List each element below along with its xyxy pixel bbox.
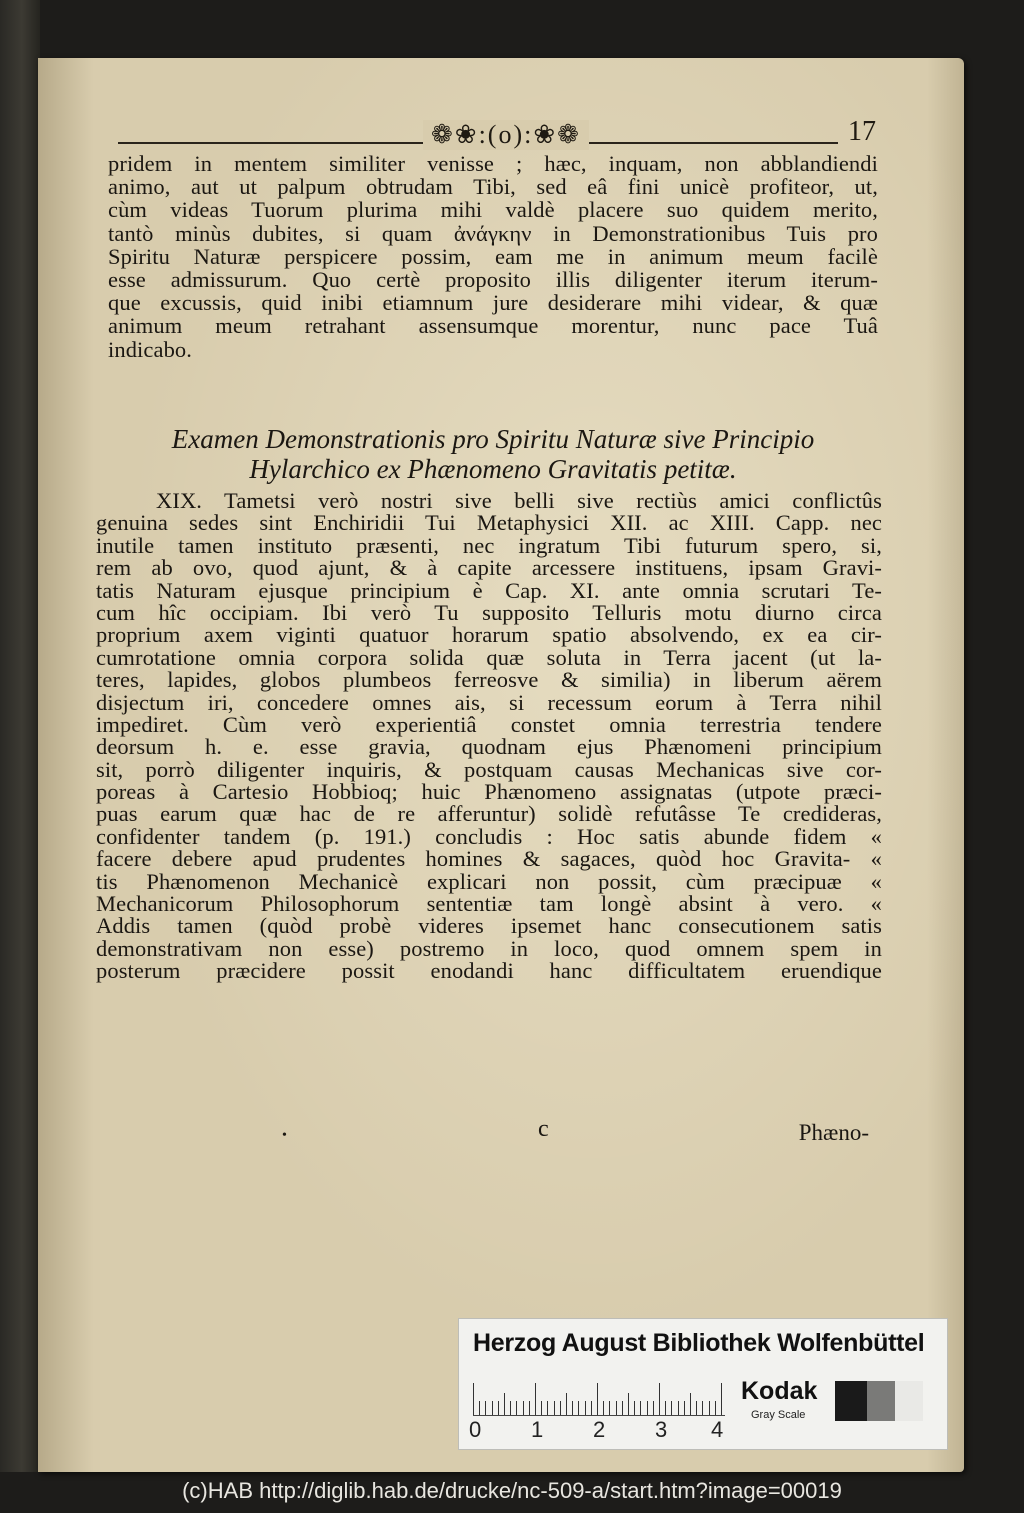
swatch-black	[835, 1381, 867, 1421]
ruler-tick	[504, 1393, 505, 1415]
ruler-tick	[597, 1383, 598, 1415]
color-scale-card	[458, 1318, 948, 1450]
ruler-tick	[572, 1401, 573, 1415]
swatch-white	[895, 1381, 923, 1421]
ruler-tick	[622, 1401, 623, 1415]
ruler-label: 2	[593, 1417, 606, 1442]
ruler-tick	[647, 1401, 648, 1415]
body-line: tis Phænomenon Mechanicè explicari non possit, cùm præcipuæ «	[96, 868, 882, 894]
heading-line: Examen Demonstrationis pro Spiritu Naturæ sive Principio	[171, 424, 815, 454]
image-credit: (c)HAB http://diglib.hab.de/drucke/nc-509-a/start.htm?image=00019	[182, 1478, 842, 1503]
body-line: cumrotatione omnia corpora solida quæ soluta in Terra jacent (ut la-	[96, 644, 882, 670]
ruler-tick	[678, 1401, 679, 1415]
signature-mark: c	[538, 1116, 549, 1142]
ruler-tick	[721, 1383, 722, 1415]
body-line: impediret. Cùm verò experientiâ constet omnia terrestria tendere	[96, 711, 882, 737]
body-line: puas earum quæ hac de re afferuntur) solidè refutâsse Te credideras,	[96, 801, 882, 827]
opening-paragraph	[108, 152, 878, 361]
gray-scale-label: Gray Scale	[751, 1409, 806, 1421]
ruler-label: 1	[531, 1417, 544, 1442]
ruler-tick	[529, 1401, 530, 1415]
ruler-tick	[554, 1401, 555, 1415]
library-name: Herzog August Bibliothek Wolfenbüttel	[473, 1329, 925, 1357]
ruler-tick	[498, 1401, 499, 1415]
ruler-tick	[653, 1401, 654, 1415]
ruler-tick	[609, 1401, 610, 1415]
footer-dot: •	[282, 1128, 287, 1143]
ruler-tick	[690, 1393, 691, 1415]
body-line: inutile tamen instituto præsenti, nec ingratum Tibi futurum spero, si,	[96, 532, 882, 558]
section-heading	[108, 424, 878, 484]
page-footer	[100, 1116, 875, 1148]
ruler-tick	[603, 1401, 604, 1415]
page-number: 17	[848, 116, 876, 147]
ruler-tick	[684, 1401, 685, 1415]
ruler-tick	[523, 1401, 524, 1415]
ruler-tick	[578, 1401, 579, 1415]
ruler-tick	[640, 1401, 641, 1415]
ruler	[473, 1375, 725, 1416]
text-line: cùm videas Tuorum plurima mihi valdè placere suo quidem merito,	[108, 197, 878, 223]
ruler-tick	[665, 1401, 666, 1415]
ruler-tick	[696, 1401, 697, 1415]
ruler-tick	[709, 1401, 710, 1415]
ruler-tick	[516, 1401, 517, 1415]
ruler-tick	[715, 1401, 716, 1415]
body-line: facere debere apud prudentes homines & sagaces, quòd hoc Gravita- «	[96, 846, 882, 872]
ruler-tick	[702, 1401, 703, 1415]
ruler-tick	[485, 1401, 486, 1415]
text-line: tantò minùs dubites, si quam ἀνάγκην in Demonstrationibus Tuis pro	[108, 220, 878, 246]
book-binding	[0, 0, 40, 1472]
body-line: tatis Naturam ejusque principium è Cap. XI. ante omnia scrutari Te-	[96, 577, 882, 603]
body-line: XIX. Tametsi verò nostri sive belli sive rectiùs amici conflictûs	[156, 488, 882, 513]
heading-line: Hylarchico ex Phænomeno Gravitatis petitæ.	[249, 454, 737, 484]
catchword: Phæno-	[798, 1120, 869, 1145]
body-line: disjectum iri, concedere omnes ais, si recessum eorum à Terra nihil	[96, 689, 882, 715]
ruler-tick	[566, 1393, 567, 1415]
body-line: proprium axem viginti quatuor horarum spatio absolvendo, ex ea cir-	[96, 622, 882, 648]
ruler-tick	[560, 1401, 561, 1415]
ruler-tick	[628, 1393, 629, 1415]
ruler-tick	[473, 1383, 474, 1415]
ruler-label: 4	[711, 1417, 724, 1442]
ruler-tick	[492, 1401, 493, 1415]
ruler-tick	[671, 1401, 672, 1415]
ruler-label: 3	[655, 1417, 668, 1442]
body-line: demonstrativam non esse) postremo in loco, quod omnem spem in	[96, 935, 882, 961]
header-ornament: ❁❀:(o):❀❁	[423, 120, 589, 150]
text-line: que excussis, quid inibi etiamnum jure desiderare mihi videar, & quæ	[108, 290, 878, 316]
ruler-tick	[510, 1401, 511, 1415]
text-line: animo, aut ut palpum obtrudam Tibi, sed eâ fini unicè profiteor, ut,	[108, 174, 878, 200]
body-line: genuina sedes sint Enchiridii Tui Metaphysici XII. ac XIII. Capp. nec	[96, 510, 882, 536]
body-line: deorsum h. e. esse gravia, quodnam ejus Phænomeni principium	[96, 734, 882, 760]
ruler-label: 0	[469, 1417, 482, 1442]
body-line: poreas à Cartesio Hobbioq; huic Phænomeno assignatas (utpote præci-	[96, 779, 882, 805]
ruler-tick	[479, 1401, 480, 1415]
text-line: animum meum retrahant assensumque morentur, nunc pace Tuâ	[108, 313, 878, 339]
body-line: Addis tamen (quòd probè videres ipsemet hanc consecutionem satis	[96, 913, 882, 939]
body-line: teres, lapides, globos plumbeos ferreosve & similia) in liberum aërem	[96, 667, 882, 693]
body-line: cum hîc occipiam. Ibi verò Tu supposito Telluris motu diurno circa	[96, 599, 882, 625]
ruler-tick	[616, 1401, 617, 1415]
body-line: posterum præcidere possit enodandi hanc difficultatem eruendique	[96, 958, 882, 984]
text-line: esse admissurum. Quo certè proposito illis diligenter iterum iterum-	[108, 266, 878, 292]
text-line: indicabo.	[108, 336, 193, 362]
kodak-logo: Kodak	[741, 1377, 818, 1405]
body-line: confidenter tandem (p. 191.) concludis : Hoc satis abunde fidem «	[96, 823, 882, 849]
ruler-tick	[535, 1383, 536, 1415]
ruler-tick	[585, 1401, 586, 1415]
body-line: rem ab ovo, quod ajunt, & à capite arcessere instituens, ipsam Gravi-	[96, 555, 882, 581]
text-line: Spiritu Naturæ perspicere possim, eam me in animum meum facilè	[108, 243, 878, 269]
body-line: Mechanicorum Philosophorum sententiæ tam longè absint à vero. «	[96, 891, 882, 917]
ruler-tick	[634, 1401, 635, 1415]
ruler-tick	[541, 1401, 542, 1415]
ruler-tick	[659, 1383, 660, 1415]
body-line: sit, porrò diligenter inquiris, & postquam causas Mechanicas sive cor-	[96, 756, 882, 782]
text-line: pridem in mentem similiter venisse ; hæc, inquam, non abblandiendi	[108, 151, 878, 176]
section-body	[96, 490, 882, 983]
swatch-gray	[867, 1381, 895, 1421]
ruler-tick	[547, 1401, 548, 1415]
ruler-tick	[591, 1401, 592, 1415]
